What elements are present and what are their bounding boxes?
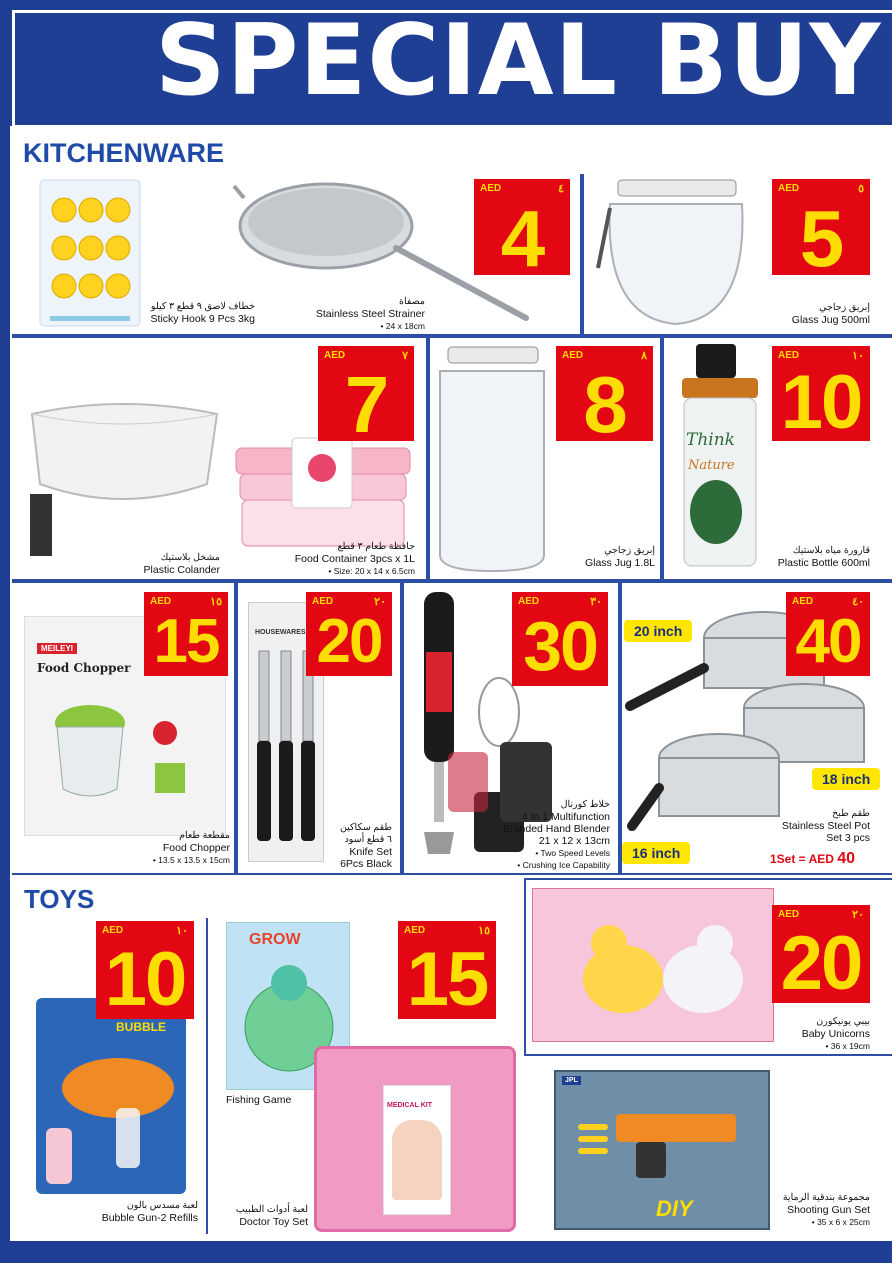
food-chopper-box-brand: MEILEYI xyxy=(37,643,77,654)
price-tag-food-container: AED ٧ 7 xyxy=(318,346,414,441)
bubble-gun-box-text: BUBBLE xyxy=(116,1020,166,1034)
price-tag-plastic-bottle: AED ١٠ 10 xyxy=(772,346,870,441)
sticky-hook-image xyxy=(40,180,140,326)
knife-set-label: طقم سكاكين ٦ قطع أسود Knife Set 6Pcs Black xyxy=(339,822,392,870)
header-banner xyxy=(0,0,892,124)
food-chopper-label: مقطعة طعام Food Chopper • 13.5 x 13.5 x 15cm xyxy=(152,830,230,865)
baby-unicorns-label: بيبي يونيكورن Baby Unicorns • 36 x 19cm xyxy=(801,1016,870,1051)
bottom-strip xyxy=(0,1241,892,1263)
food-container-image xyxy=(232,438,414,556)
glass-jug-18-label: إبريق زجاجي Glass Jug 1.8L xyxy=(584,545,655,569)
food-container-label: حافظة طعام ٣ قطع Food Container 3pcs x 1L • Size: 20 x 14 x 6.5cm xyxy=(294,541,415,576)
glass-jug-500-label: إبريق زجاجي Glass Jug 500ml xyxy=(791,302,870,326)
toys-divider xyxy=(206,918,208,1234)
section-title-kitchenware: KITCHENWARE xyxy=(23,138,224,168)
doctor-set-image xyxy=(314,1046,516,1232)
colander-image xyxy=(22,404,227,564)
price-tag-bubble-gun: AED ١٠ 10 xyxy=(96,921,194,1019)
baby-unicorns-image xyxy=(532,888,774,1042)
strainer-label: مصفاة Stainless Steel Strainer • 24 x 18cm xyxy=(315,296,425,331)
pot-size-20-label: 20 inch xyxy=(624,620,692,642)
price-tag-knife-set: AED ٢٠ 20 xyxy=(306,592,392,676)
glass-jug-18-image xyxy=(432,345,552,575)
fishing-game-box-text: GROW xyxy=(249,931,301,948)
bubble-gun-label: لعبة مسدس بالون Bubble Gun-2 Refills xyxy=(101,1200,198,1224)
doctor-set-card xyxy=(383,1085,451,1215)
pot-size-16-label: 16 inch xyxy=(622,842,690,864)
price-tag-strainer: AED ٤ 4 xyxy=(474,179,570,275)
sticky-hook-label: خطاف لاصق ٩ قطع ٣ كيلو Sticky Hook 9 Pcs 3kg xyxy=(150,301,255,325)
price-tag-food-chopper: AED ١٥ 15 xyxy=(144,592,228,676)
bottle-text-nature: Nature xyxy=(688,458,735,473)
doctor-set-box-text: MEDICAL KIT xyxy=(387,1102,432,1109)
plastic-bottle-image xyxy=(680,344,760,570)
fishing-game-label: Fishing Game xyxy=(226,1094,292,1106)
colander-label: مشخل بلاستيك Plastic Colander xyxy=(143,552,220,576)
pot-set-price: 1Set = AED 40 xyxy=(770,850,856,867)
bottle-text-think: Think xyxy=(686,430,735,450)
section-title-toys: TOYS xyxy=(24,884,95,914)
price-tag-doctor-set: AED ١٥ 15 xyxy=(398,921,496,1019)
plastic-bottle-label: قارورة مياه بلاستيك Plastic Bottle 600ml xyxy=(777,545,870,569)
hand-blender-label: خلاط كورنال 4 In 1 Multifunction Branded Hand Blender 21 x 12 x 13cm • Two Speed Levels • Crushing Ice Capability xyxy=(503,799,610,870)
shooting-gun-image xyxy=(554,1070,770,1230)
page-title: SPECIAL BUY xyxy=(155,4,882,118)
shooting-gun-box-text: DIY xyxy=(656,1196,693,1221)
doctor-set-label: لعبة أدوات الطبيب Doctor Toy Set xyxy=(235,1204,308,1228)
bubble-gun-image xyxy=(36,998,186,1194)
price-tag-pot-set: AED ٤٠ 40 xyxy=(786,592,870,676)
pot-set-label: طقم طبخ Stainless Steel Pot Set 3 pcs xyxy=(781,808,870,844)
shooting-gun-box-brand: JPL xyxy=(562,1076,581,1085)
price-tag-glass-jug-18: AED ٨ 8 xyxy=(556,346,653,441)
price-tag-hand-blender: AED ٣٠ 30 xyxy=(512,592,608,686)
shooting-gun-label: مجموعة بندقية الرماية Shooting Gun Set • 35 x 6 x 25cm xyxy=(782,1192,870,1227)
price-tag-baby-unicorns: AED ٢٠ 20 xyxy=(772,905,870,1003)
knife-set-box-brand: HOUSEWARES xyxy=(255,629,306,636)
food-chopper-box-title: Food Chopper xyxy=(37,661,131,675)
pot-size-18-label: 18 inch xyxy=(812,768,880,790)
price-tag-glass-jug-500: AED ٥ 5 xyxy=(772,179,870,275)
